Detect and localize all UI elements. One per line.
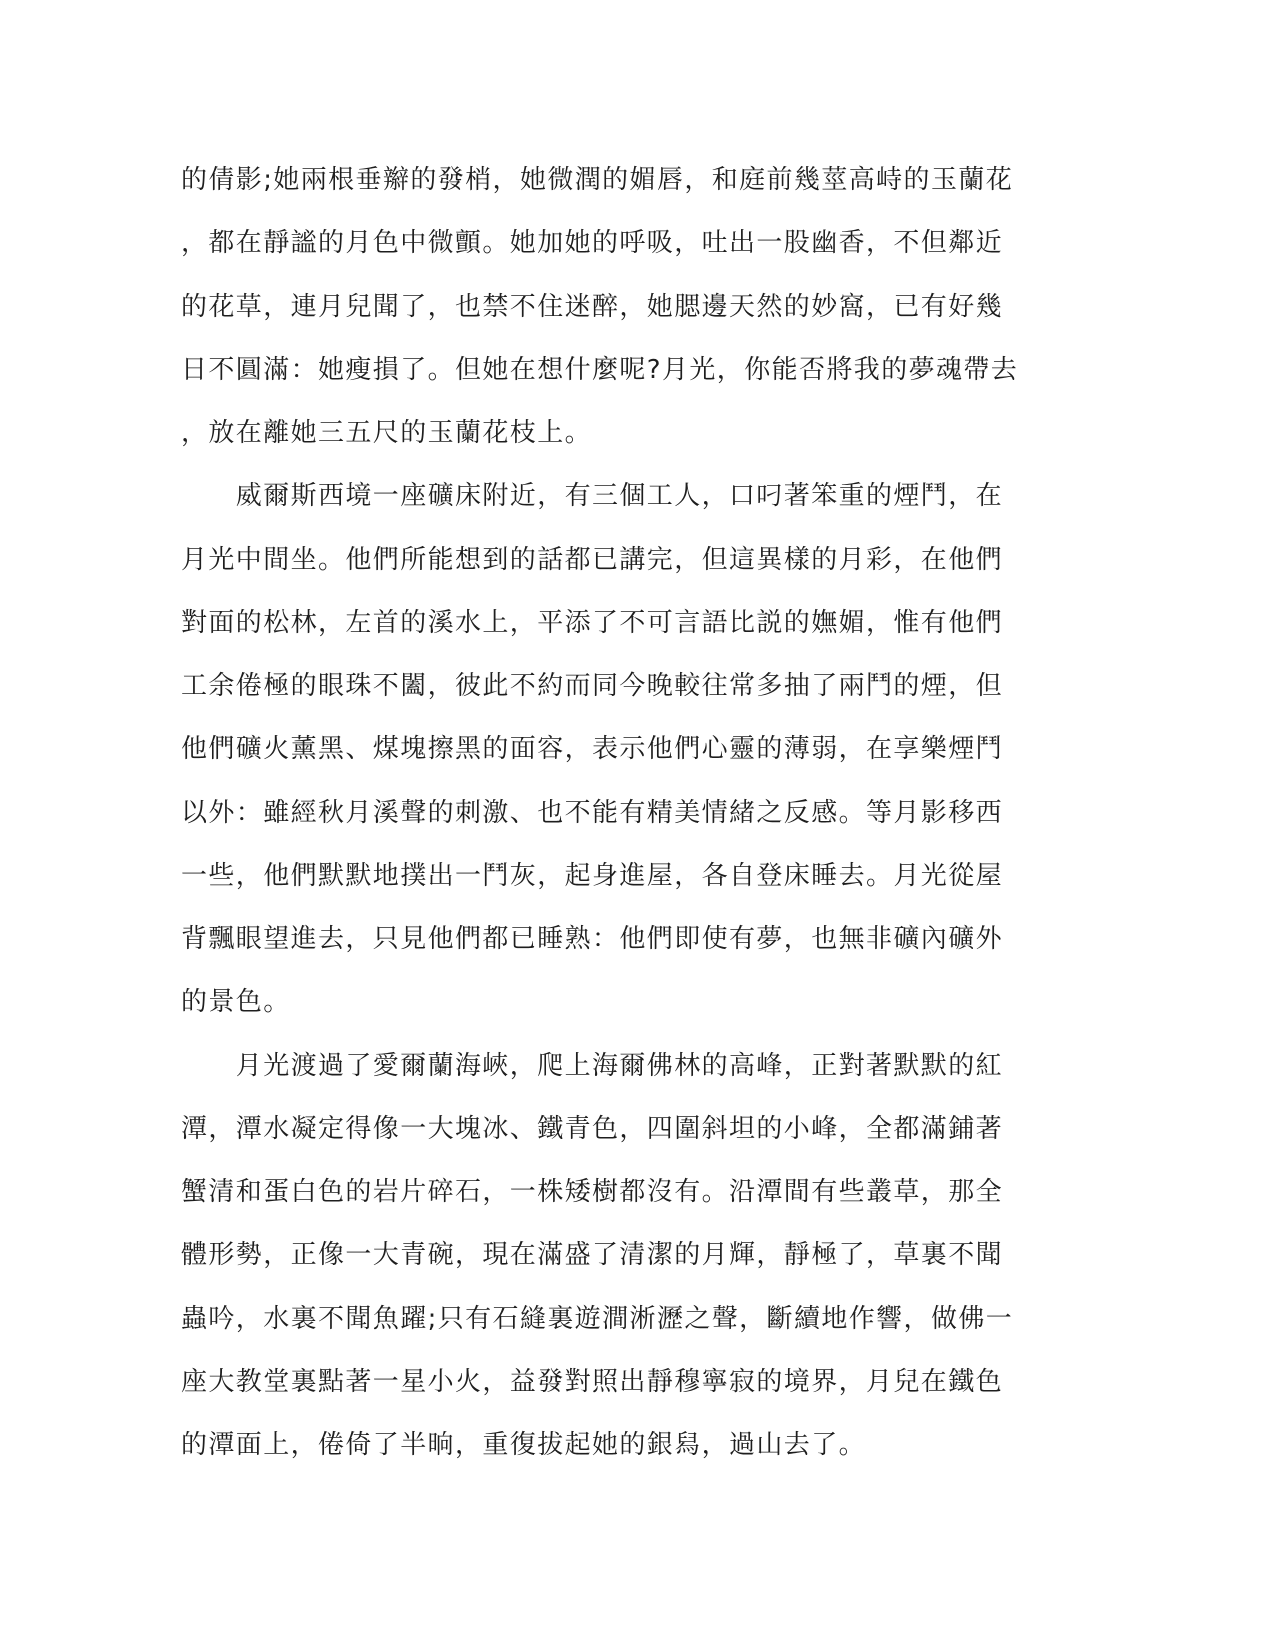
paragraph-2 <box>181 472 1061 1041</box>
text-line: 的潭面上，倦倚了半晌，重復拔起她的銀舄，過山去了。 <box>181 1430 867 1460</box>
text-line: 對面的松林，左首的溪水上，平添了不可言語比説的嫵媚，惟有他們 <box>181 607 1004 638</box>
paragraph-1 <box>181 156 1061 472</box>
text-line: 工余倦極的眼珠不闔，彼此不約而同今晚較往常多抽了兩鬥的煙，但 <box>181 671 1004 701</box>
text-line: 月光渡過了愛爾蘭海峽，爬上海爾佛林的高峰，正對著默默的紅 <box>181 1050 1004 1081</box>
text-line: 蟹清和蛋白色的岩片碎石，一株矮樹都沒有。沿潭間有些叢草，那全 <box>181 1177 1004 1207</box>
text-line: 的倩影;她兩根垂辮的發梢，她微潤的媚唇，和庭前幾莖高峙的玉蘭花 <box>181 165 1014 195</box>
text-line: 威爾斯西境一座礦床附近，有三個工人，口叼著笨重的煙鬥，在 <box>181 481 1004 512</box>
text-line: 日不圓滿：她瘦損了。但她在想什麼呢?月光，你能否將我的夢魂帶去 <box>181 354 1019 385</box>
text-line: 座大教堂裏點著一星小火，益發對照出靜穆寧寂的境界，月兒在鐵色 <box>181 1366 1004 1397</box>
text-line: 體形勢，正像一大青碗，現在滿盛了清潔的月輝，靜極了，草裏不聞 <box>181 1240 1004 1271</box>
body-text <box>181 156 1061 1484</box>
text-line: 以外：雖經秋月溪聲的刺激、也不能有精美情緒之反感。等月影移西 <box>181 797 1004 828</box>
text-line: 一些，他們默默地撲出一鬥灰，起身進屋，各自登床睡去。月光從屋 <box>181 860 1004 891</box>
text-line: 月光中間坐。他們所能想到的話都已講完，但這異樣的月彩，在他們 <box>181 544 1004 575</box>
text-line: 背飄眼望進去，只見他們都已睡熟：他們即使有夢，也無非礦內礦外 <box>181 924 1004 954</box>
text-line: ，都在靜謐的月色中微顫。她加她的呼吸，吐出一股幽香，不但鄰近 <box>181 228 1004 259</box>
text-line: 的景色。 <box>181 987 291 1018</box>
text-line: 他們礦火薰黑、煤塊擦黑的面容，表示他們心靈的薄弱，在享樂煙鬥 <box>181 734 1004 765</box>
text-line: 潭，潭水凝定得像一大塊冰、鐵青色，四圍斜坦的小峰，全都滿鋪著 <box>181 1113 1004 1144</box>
paragraph-3 <box>181 1042 1061 1485</box>
text-line: ，放在離她三五尺的玉蘭花枝上。 <box>181 418 593 448</box>
text-line: 蟲吟，水裏不聞魚躍;只有石縫裏遊澗淅瀝之聲，斷續地作響，做佛一 <box>181 1303 1014 1334</box>
text-line: 的花草，連月兒聞了，也禁不住迷醉，她腮邊天然的妙窩，已有好幾 <box>181 291 1004 322</box>
